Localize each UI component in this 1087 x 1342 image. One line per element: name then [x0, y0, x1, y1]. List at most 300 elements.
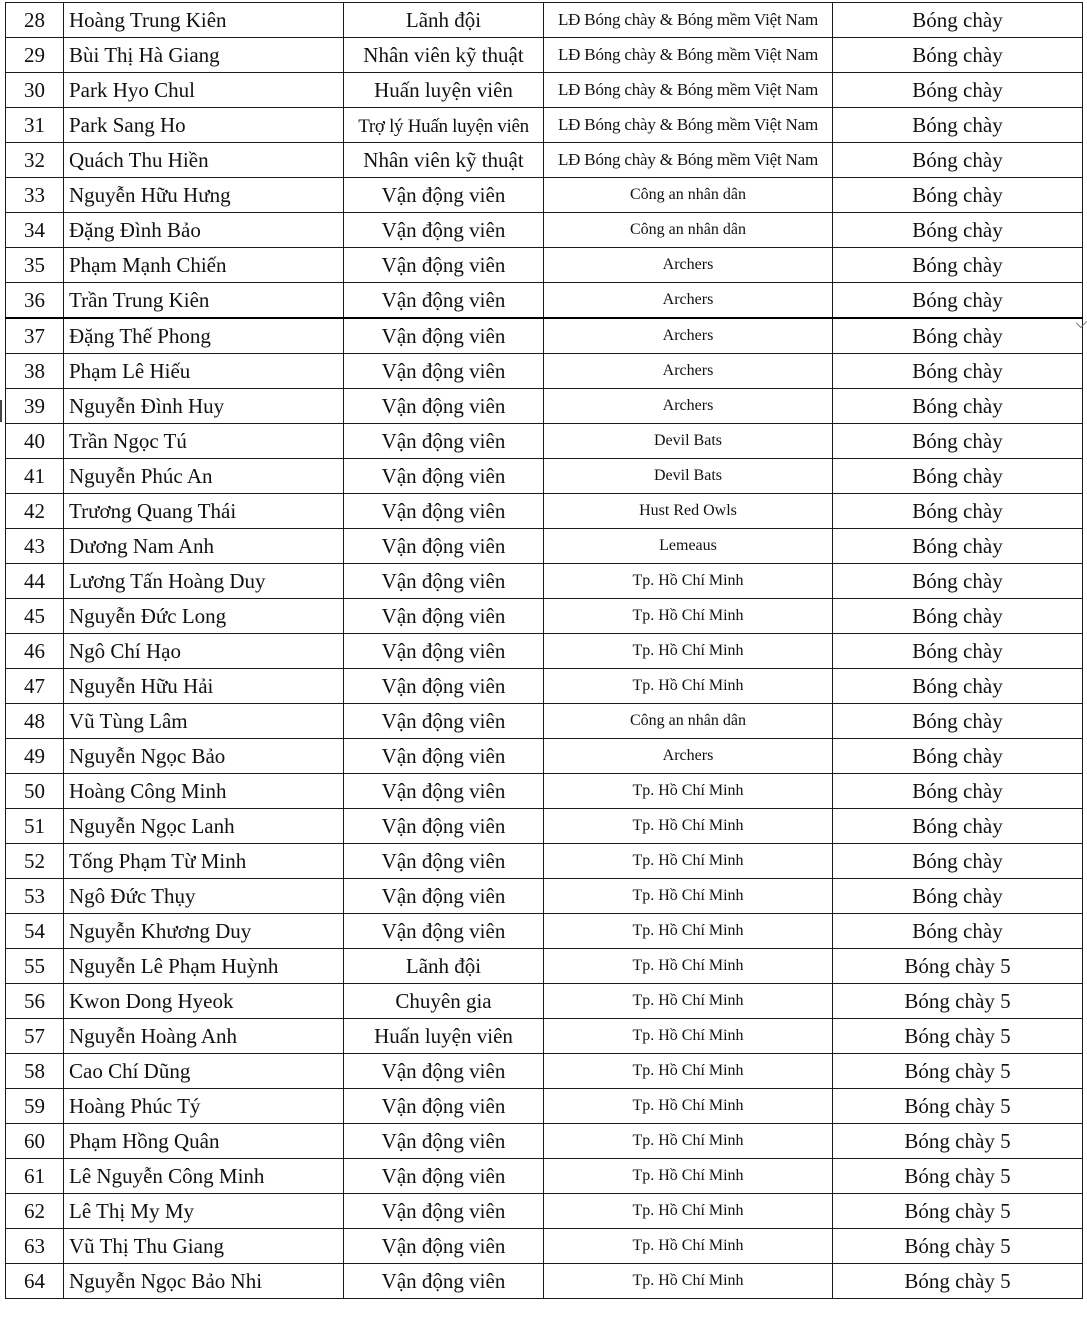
member-sport — [833, 494, 1083, 529]
row-number-text: 36 — [24, 287, 45, 312]
member-role — [344, 459, 544, 494]
row-number-text: 44 — [24, 568, 45, 593]
member-role — [344, 213, 544, 248]
table-row — [6, 389, 1083, 424]
member-role-text: Vận động viên — [381, 287, 506, 312]
member-sport-text: Bóng chày 5 — [904, 1268, 1011, 1293]
row-number — [6, 949, 64, 984]
table-row — [6, 599, 1083, 634]
member-role — [344, 143, 544, 178]
table-row — [6, 1159, 1083, 1194]
member-name — [64, 1054, 344, 1089]
member-unit — [544, 879, 833, 914]
row-number-text: 29 — [24, 42, 45, 67]
table-row — [6, 1124, 1083, 1159]
row-number — [6, 1054, 64, 1089]
member-sport-text: Bóng chày — [912, 7, 1003, 32]
member-name — [64, 1019, 344, 1054]
member-role-text: Vận động viên — [381, 1233, 506, 1258]
member-unit — [544, 949, 833, 984]
member-sport-text: Bóng chày — [912, 533, 1003, 558]
member-sport-text: Bóng chày — [912, 568, 1003, 593]
member-role — [344, 844, 544, 879]
member-name — [64, 914, 344, 949]
table-row — [6, 3, 1083, 38]
member-sport-text: Bóng chày — [912, 217, 1003, 242]
member-name-text: Hoàng Công Minh — [69, 778, 227, 803]
member-sport-text: Bóng chày — [912, 287, 1003, 312]
member-name — [64, 38, 344, 73]
member-sport — [833, 38, 1083, 73]
member-role — [344, 38, 544, 73]
member-unit-text: Hust Red Owls — [639, 502, 737, 519]
row-number — [6, 1229, 64, 1264]
member-unit-text: LĐ Bóng chày & Bóng mềm Việt Nam — [558, 80, 818, 99]
member-sport — [833, 1159, 1083, 1194]
row-number — [6, 1159, 64, 1194]
row-number — [6, 564, 64, 599]
table-row — [6, 774, 1083, 809]
row-number-text: 39 — [24, 393, 45, 418]
row-number-text: 34 — [24, 217, 45, 242]
member-role — [344, 178, 544, 213]
member-name-text: Nguyễn Hữu Hải — [69, 673, 214, 698]
row-number-text: 38 — [24, 358, 45, 383]
member-unit-text: Tp. Hồ Chí Minh — [632, 1027, 744, 1044]
row-number-text: 32 — [24, 147, 45, 172]
member-role-text: Vận động viên — [381, 778, 506, 803]
table-row — [6, 1019, 1083, 1054]
member-unit — [544, 774, 833, 809]
table-row — [6, 108, 1083, 143]
member-unit — [544, 38, 833, 73]
member-name-text: Đặng Đình Bảo — [69, 217, 201, 242]
member-sport — [833, 459, 1083, 494]
row-number — [6, 3, 64, 38]
row-number-text: 52 — [24, 848, 45, 873]
row-number — [6, 248, 64, 283]
member-name-text: Hoàng Trung Kiên — [69, 7, 227, 32]
member-unit-text: Tp. Hồ Chí Minh — [632, 922, 744, 939]
member-sport — [833, 213, 1083, 248]
row-number — [6, 809, 64, 844]
member-unit-text: Lemeaus — [659, 537, 717, 554]
member-role — [344, 1124, 544, 1159]
member-sport-text: Bóng chày — [912, 112, 1003, 137]
member-name — [64, 73, 344, 108]
row-number-text: 51 — [24, 813, 45, 838]
member-name — [64, 389, 344, 424]
row-number-text: 57 — [24, 1023, 45, 1048]
member-name — [64, 248, 344, 283]
row-number-text: 30 — [24, 77, 45, 102]
row-number-text: 49 — [24, 743, 45, 768]
member-name-text: Đặng Thế Phong — [69, 323, 211, 348]
member-sport — [833, 529, 1083, 564]
member-sport-text: Bóng chày 5 — [904, 1128, 1011, 1153]
member-name-text: Cao Chí Dũng — [69, 1058, 191, 1083]
member-role — [344, 318, 544, 354]
member-unit — [544, 599, 833, 634]
member-unit — [544, 564, 833, 599]
member-role — [344, 704, 544, 739]
member-sport-text: Bóng chày — [912, 358, 1003, 383]
row-number — [6, 984, 64, 1019]
row-number — [6, 739, 64, 774]
member-sport-text: Bóng chày 5 — [904, 988, 1011, 1013]
member-sport-text: Bóng chày — [912, 182, 1003, 207]
member-unit-text: LĐ Bóng chày & Bóng mềm Việt Nam — [558, 10, 818, 29]
member-role-text: Vận động viên — [381, 498, 506, 523]
member-unit-text: Tp. Hồ Chí Minh — [632, 887, 744, 904]
member-name-text: Lê Nguyễn Công Minh — [69, 1163, 265, 1188]
member-name — [64, 1089, 344, 1124]
row-number — [6, 283, 64, 319]
row-number-text: 35 — [24, 252, 45, 277]
member-role-text: Vận động viên — [381, 1163, 506, 1188]
table-row — [6, 494, 1083, 529]
member-name — [64, 1124, 344, 1159]
member-unit-text: Devil Bats — [654, 467, 722, 484]
member-role — [344, 1019, 544, 1054]
table-row — [6, 634, 1083, 669]
member-sport-text: Bóng chày — [912, 883, 1003, 908]
member-role-text: Vận động viên — [381, 217, 506, 242]
row-number-text: 64 — [24, 1268, 45, 1293]
member-role — [344, 634, 544, 669]
member-name-text: Nguyễn Khương Duy — [69, 918, 252, 943]
member-role-text: Vận động viên — [381, 1268, 506, 1293]
member-sport-text: Bóng chày — [912, 252, 1003, 277]
member-name — [64, 984, 344, 1019]
row-number-text: 63 — [24, 1233, 45, 1258]
table-row — [6, 739, 1083, 774]
member-role — [344, 1194, 544, 1229]
member-sport — [833, 1194, 1083, 1229]
member-unit — [544, 1194, 833, 1229]
member-name-text: Vũ Thị Thu Giang — [69, 1233, 224, 1258]
member-role-text: Vận động viên — [381, 1128, 506, 1153]
member-name — [64, 318, 344, 354]
member-unit-text: Tp. Hồ Chí Minh — [632, 852, 744, 869]
member-unit-text: LĐ Bóng chày & Bóng mềm Việt Nam — [558, 150, 818, 169]
member-name-text: Park Sang Ho — [69, 112, 186, 137]
member-sport — [833, 704, 1083, 739]
member-unit — [544, 984, 833, 1019]
member-role — [344, 1159, 544, 1194]
member-unit-text: Tp. Hồ Chí Minh — [632, 1062, 744, 1079]
row-number-text: 42 — [24, 498, 45, 523]
member-role-text: Vận động viên — [381, 182, 506, 207]
row-number — [6, 108, 64, 143]
row-number — [6, 1264, 64, 1299]
member-unit-text: Tp. Hồ Chí Minh — [632, 677, 744, 694]
member-unit-text: Archers — [662, 256, 714, 273]
row-number-text: 54 — [24, 918, 45, 943]
member-sport — [833, 739, 1083, 774]
member-name — [64, 634, 344, 669]
member-sport — [833, 984, 1083, 1019]
member-unit-text: Tp. Hồ Chí Minh — [632, 607, 744, 624]
member-name — [64, 809, 344, 844]
member-sport — [833, 1229, 1083, 1264]
table-row — [6, 73, 1083, 108]
member-sport — [833, 844, 1083, 879]
member-name — [64, 1264, 344, 1299]
table-row — [6, 1194, 1083, 1229]
member-unit-text: Tp. Hồ Chí Minh — [632, 1237, 744, 1254]
member-sport-text: Bóng chày — [912, 463, 1003, 488]
member-unit — [544, 1124, 833, 1159]
member-name-text: Hoàng Phúc Tý — [69, 1093, 201, 1118]
member-name — [64, 424, 344, 459]
member-name — [64, 3, 344, 38]
member-sport-text: Bóng chày 5 — [904, 1093, 1011, 1118]
member-role-text: Nhân viên kỹ thuật — [363, 147, 524, 172]
member-role — [344, 1229, 544, 1264]
member-sport-text: Bóng chày — [912, 603, 1003, 628]
member-role — [344, 424, 544, 459]
member-name — [64, 1229, 344, 1264]
member-name-text: Ngô Chí Hạo — [69, 638, 181, 663]
member-name-text: Lương Tấn Hoàng Duy — [69, 568, 266, 593]
member-unit-text: Tp. Hồ Chí Minh — [632, 1097, 744, 1114]
member-role-text: Lãnh đội — [405, 953, 482, 978]
member-name — [64, 669, 344, 704]
row-number — [6, 318, 64, 354]
member-name-text: Nguyễn Ngọc Bảo Nhi — [69, 1268, 263, 1293]
member-sport — [833, 3, 1083, 38]
table-row — [6, 1054, 1083, 1089]
row-number — [6, 143, 64, 178]
table-row — [6, 213, 1083, 248]
member-sport — [833, 809, 1083, 844]
roster-table-body — [6, 3, 1083, 1299]
row-number-text: 31 — [24, 112, 45, 137]
row-number — [6, 354, 64, 389]
member-unit — [544, 669, 833, 704]
table-row — [6, 38, 1083, 73]
member-role-text: Trợ lý Huấn luyện viên — [358, 115, 529, 137]
member-role-text: Vận động viên — [381, 533, 506, 558]
member-role — [344, 73, 544, 108]
member-name — [64, 599, 344, 634]
row-number-text: 45 — [24, 603, 45, 628]
row-number-text: 43 — [24, 533, 45, 558]
member-unit — [544, 634, 833, 669]
table-row — [6, 984, 1083, 1019]
member-unit — [544, 3, 833, 38]
table-row — [6, 283, 1083, 319]
member-unit — [544, 914, 833, 949]
member-role-text: Vận động viên — [381, 708, 506, 733]
row-number — [6, 213, 64, 248]
member-name-text: Nguyễn Hoàng Anh — [69, 1023, 237, 1048]
member-role — [344, 1054, 544, 1089]
row-number-text: 41 — [24, 463, 45, 488]
member-role-text: Vận động viên — [381, 323, 506, 348]
row-number-text: 47 — [24, 673, 45, 698]
member-role-text: Vận động viên — [381, 1058, 506, 1083]
row-number-text: 33 — [24, 182, 45, 207]
member-unit — [544, 354, 833, 389]
member-role — [344, 949, 544, 984]
member-name — [64, 1194, 344, 1229]
member-unit — [544, 1054, 833, 1089]
member-role-text: Vận động viên — [381, 603, 506, 628]
member-role — [344, 3, 544, 38]
row-number — [6, 774, 64, 809]
member-sport — [833, 1089, 1083, 1124]
member-unit — [544, 318, 833, 354]
member-name — [64, 564, 344, 599]
member-role — [344, 494, 544, 529]
member-unit-text: Tp. Hồ Chí Minh — [632, 992, 744, 1009]
member-name-text: Nguyễn Đức Long — [69, 603, 227, 628]
member-role — [344, 389, 544, 424]
member-unit-text: Công an nhân dân — [630, 186, 746, 203]
member-role — [344, 984, 544, 1019]
member-sport — [833, 318, 1083, 354]
member-sport — [833, 108, 1083, 143]
member-name-text: Phạm Hồng Quân — [69, 1128, 220, 1153]
member-unit-text: Archers — [662, 397, 714, 414]
member-unit-text: Tp. Hồ Chí Minh — [632, 642, 744, 659]
member-name-text: Trương Quang Thái — [69, 498, 237, 523]
roster-table — [5, 2, 1083, 1299]
member-name — [64, 879, 344, 914]
member-sport — [833, 1054, 1083, 1089]
member-name — [64, 844, 344, 879]
row-number — [6, 178, 64, 213]
member-sport-text: Bóng chày — [912, 638, 1003, 663]
member-name-text: Ngô Đức Thụy — [69, 883, 196, 908]
member-unit-text: Archers — [662, 327, 714, 344]
row-number — [6, 599, 64, 634]
row-number-text: 55 — [24, 953, 45, 978]
member-unit-text: Công an nhân dân — [630, 221, 746, 238]
table-row — [6, 1229, 1083, 1264]
member-sport-text: Bóng chày — [912, 673, 1003, 698]
member-sport-text: Bóng chày 5 — [904, 1023, 1011, 1048]
member-role — [344, 669, 544, 704]
member-role-text: Vận động viên — [381, 1093, 506, 1118]
row-number — [6, 669, 64, 704]
table-row — [6, 248, 1083, 283]
member-name-text: Lê Thị My My — [69, 1198, 195, 1223]
row-number — [6, 529, 64, 564]
member-sport — [833, 774, 1083, 809]
table-row — [6, 844, 1083, 879]
member-unit — [544, 739, 833, 774]
member-unit-text: Tp. Hồ Chí Minh — [632, 782, 744, 799]
member-sport-text: Bóng chày — [912, 77, 1003, 102]
member-role-text: Vận động viên — [381, 813, 506, 838]
table-row — [6, 459, 1083, 494]
row-number — [6, 704, 64, 739]
member-name-text: Vũ Tùng Lâm — [69, 708, 188, 733]
member-sport — [833, 564, 1083, 599]
member-unit-text: Archers — [662, 747, 714, 764]
member-role — [344, 914, 544, 949]
member-unit — [544, 1089, 833, 1124]
member-sport — [833, 354, 1083, 389]
member-sport — [833, 669, 1083, 704]
member-role-text: Vận động viên — [381, 673, 506, 698]
member-name-text: Nguyễn Ngọc Lanh — [69, 813, 235, 838]
member-sport-text: Bóng chày — [912, 848, 1003, 873]
row-number — [6, 844, 64, 879]
row-number — [6, 73, 64, 108]
row-number-text: 48 — [24, 708, 45, 733]
table-row — [6, 704, 1083, 739]
member-role — [344, 564, 544, 599]
member-role-text: Vận động viên — [381, 918, 506, 943]
member-unit — [544, 389, 833, 424]
row-number — [6, 459, 64, 494]
member-role-text: Vận động viên — [381, 638, 506, 663]
member-sport-text: Bóng chày 5 — [904, 953, 1011, 978]
member-sport — [833, 949, 1083, 984]
row-number — [6, 424, 64, 459]
member-name-text: Trần Trung Kiên — [69, 287, 210, 312]
member-unit-text: Tp. Hồ Chí Minh — [632, 572, 744, 589]
member-sport — [833, 178, 1083, 213]
member-name — [64, 704, 344, 739]
member-sport-text: Bóng chày — [912, 708, 1003, 733]
member-unit — [544, 283, 833, 319]
table-row — [6, 879, 1083, 914]
member-sport-text: Bóng chày 5 — [904, 1058, 1011, 1083]
row-number-text: 37 — [24, 323, 45, 348]
member-name — [64, 108, 344, 143]
row-number-text: 60 — [24, 1128, 45, 1153]
member-role-text: Vận động viên — [381, 463, 506, 488]
member-sport — [833, 634, 1083, 669]
member-name — [64, 283, 344, 319]
member-sport — [833, 283, 1083, 319]
table-row — [6, 669, 1083, 704]
member-unit — [544, 213, 833, 248]
row-number-text: 28 — [24, 7, 45, 32]
table-row — [6, 529, 1083, 564]
member-name — [64, 178, 344, 213]
row-number-text: 59 — [24, 1093, 45, 1118]
row-number — [6, 1194, 64, 1229]
member-unit-text: Devil Bats — [654, 432, 722, 449]
member-sport — [833, 1264, 1083, 1299]
member-name-text: Quách Thu Hiền — [69, 147, 209, 172]
member-role-text: Chuyên gia — [395, 988, 492, 1013]
member-role-text: Vận động viên — [381, 358, 506, 383]
member-name — [64, 529, 344, 564]
member-unit — [544, 1264, 833, 1299]
member-unit — [544, 459, 833, 494]
table-row — [6, 1264, 1083, 1299]
member-role-text: Vận động viên — [381, 428, 506, 453]
member-unit — [544, 1229, 833, 1264]
member-sport-text: Bóng chày — [912, 147, 1003, 172]
member-name — [64, 213, 344, 248]
member-unit — [544, 73, 833, 108]
table-row — [6, 564, 1083, 599]
member-unit — [544, 529, 833, 564]
member-name-text: Phạm Mạnh Chiến — [69, 252, 227, 277]
member-unit-text: Tp. Hồ Chí Minh — [632, 1202, 744, 1219]
member-unit-text: Tp. Hồ Chí Minh — [632, 1132, 744, 1149]
member-sport — [833, 879, 1083, 914]
member-role — [344, 809, 544, 844]
